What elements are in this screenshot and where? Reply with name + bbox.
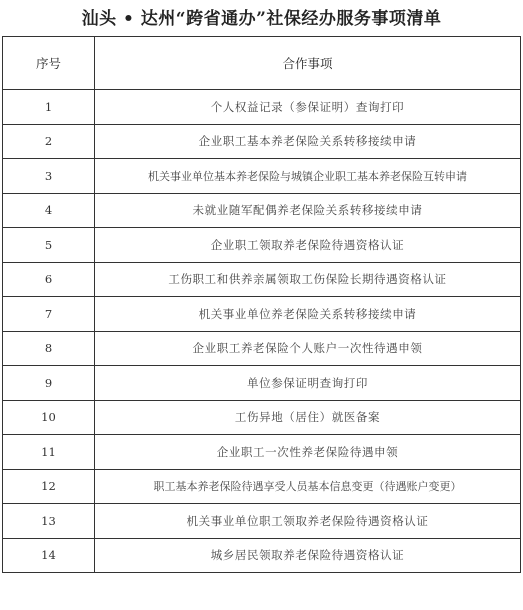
table-row	[3, 400, 521, 435]
row-number: 2	[3, 124, 95, 159]
table-row	[3, 538, 521, 573]
table-row	[3, 193, 521, 228]
table-row	[3, 366, 521, 401]
row-item: 企业职工一次性养老保险待遇申领	[95, 435, 521, 470]
header-item: 合作事项	[95, 37, 521, 90]
table-header-row	[3, 37, 521, 90]
header-number: 序号	[3, 37, 95, 90]
row-item: 机关事业单位养老保险关系转移接续申请	[95, 297, 521, 332]
row-item: 企业职工基本养老保险关系转移接续申请	[95, 124, 521, 159]
row-number: 12	[3, 469, 95, 504]
row-number: 7	[3, 297, 95, 332]
table-row	[3, 435, 521, 470]
row-number: 1	[3, 90, 95, 125]
row-number: 6	[3, 262, 95, 297]
services-table	[2, 36, 521, 573]
row-number: 4	[3, 193, 95, 228]
row-number: 9	[3, 366, 95, 401]
row-item: 机关事业单位基本养老保险与城镇企业职工基本养老保险互转申请	[95, 159, 521, 194]
row-number: 5	[3, 228, 95, 263]
row-item: 个人权益记录（参保证明）查询打印	[95, 90, 521, 125]
row-number: 13	[3, 504, 95, 539]
row-item: 工伤异地（居住）就医备案	[95, 400, 521, 435]
row-item: 职工基本养老保险待遇享受人员基本信息变更（待遇账户变更）	[95, 469, 521, 504]
row-number: 11	[3, 435, 95, 470]
table-row	[3, 124, 521, 159]
row-item: 企业职工养老保险个人账户一次性待遇申领	[95, 331, 521, 366]
row-item: 企业职工领取养老保险待遇资格认证	[95, 228, 521, 263]
row-item: 未就业随军配偶养老保险关系转移接续申请	[95, 193, 521, 228]
table-row	[3, 262, 521, 297]
table-row	[3, 504, 521, 539]
row-number: 8	[3, 331, 95, 366]
row-number: 10	[3, 400, 95, 435]
row-item: 城乡居民领取养老保险待遇资格认证	[95, 538, 521, 573]
row-number: 14	[3, 538, 95, 573]
row-item: 机关事业单位职工领取养老保险待遇资格认证	[95, 504, 521, 539]
row-item: 工伤职工和供养亲属领取工伤保险长期待遇资格认证	[95, 262, 521, 297]
table-row	[3, 297, 521, 332]
table-row	[3, 159, 521, 194]
table-row	[3, 228, 521, 263]
table-row	[3, 331, 521, 366]
row-item: 单位参保证明查询打印	[95, 366, 521, 401]
row-number: 3	[3, 159, 95, 194]
page-title: 汕头 • 达州“跨省通办”社保经办服务事项清单	[81, 9, 442, 29]
table-row	[3, 90, 521, 125]
table-row	[3, 469, 521, 504]
